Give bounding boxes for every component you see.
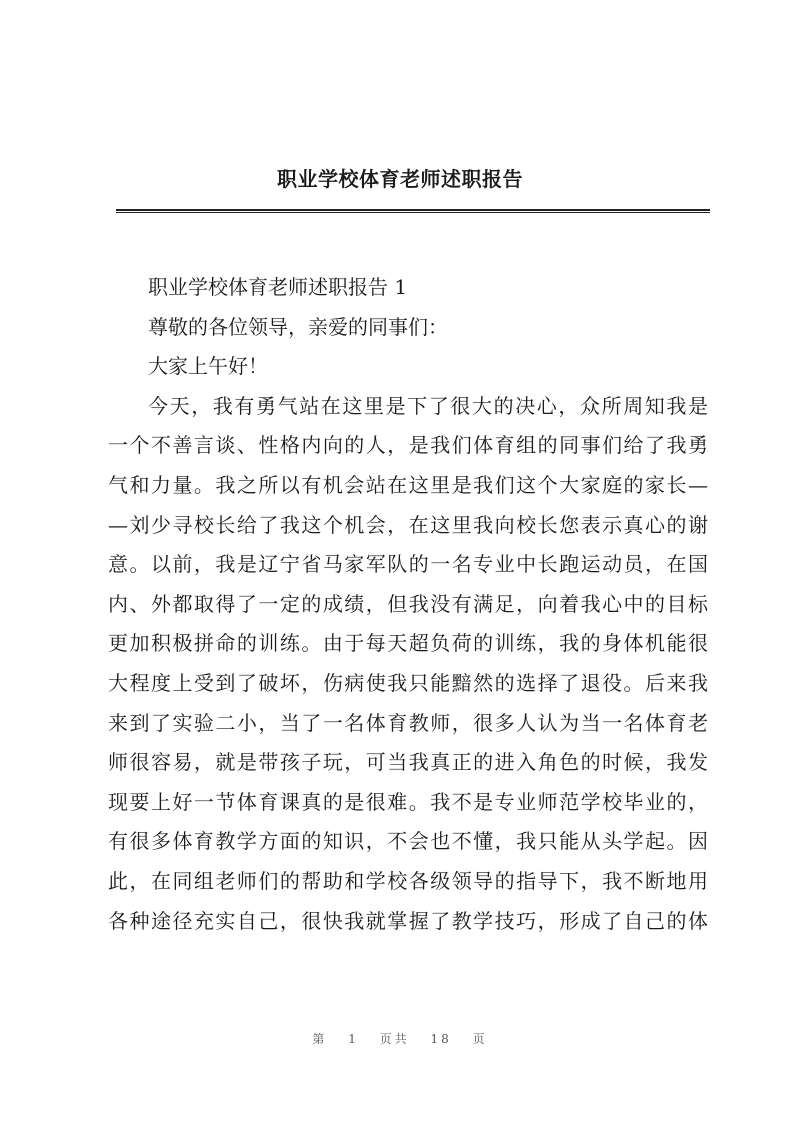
paragraph-line: 职业学校体育老师述职报告 1 (148, 275, 408, 299)
paragraph-line: 大家上午好！ (148, 354, 268, 379)
document-body (108, 268, 708, 941)
paragraph-line: 更加积极拼命的训练。由于每天超负荷的训练，我的身体机能很 (108, 631, 708, 656)
paragraph-line: 尊敬的各位领导，亲爱的同事们： (148, 314, 448, 339)
paragraph-line: —刘少寻校长给了我这个机会，在这里我向校长您表示真心的谢 (108, 512, 708, 537)
page-label-suffix: 页 (472, 1032, 488, 1046)
paragraph-line: 现要上好一节体育课真的是很难。我不是专业师范学校毕业的， (108, 789, 708, 814)
page-footer (0, 1030, 800, 1047)
page-label-mid: 页共 (379, 1032, 410, 1046)
page-number: 1 (348, 1032, 359, 1046)
paragraph-line: 来到了实验二小，当了一名体育教师，很多人认为当一名体育老 (108, 710, 708, 735)
paragraph-line: 此，在同组老师们的帮助和学校各级领导的指导下，我不断地用 (108, 868, 708, 893)
paragraph-line: 气和力量。我之所以有机会站在这里是我们这个大家庭的家长— (108, 472, 708, 497)
title-divider (116, 209, 710, 213)
paragraph-line: 今天，我有勇气站在这里是下了很大的决心，众所周知我是 (148, 393, 708, 418)
paragraph-line: 师很容易，就是带孩子玩，可当我真正的进入角色的时候，我发 (108, 750, 708, 775)
paragraph-line: 内、外都取得了一定的成绩，但我没有满足，向着我心中的目标 (108, 591, 708, 616)
document-title: 职业学校体育老师述职报告 (277, 167, 523, 191)
paragraph-line: 大程度上受到了破坏，伤病使我只能黯然的选择了退役。后来我 (108, 670, 708, 695)
total-pages: 18 (430, 1032, 452, 1046)
paragraph-line: 各种途径充实自己，很快我就掌握了教学技巧，形成了自己的体 (108, 908, 708, 933)
paragraph-line: 意。以前，我是辽宁省马家军队的一名专业中长跑运动员，在国 (108, 552, 708, 577)
paragraph-line: 一个不善言谈、性格内向的人，是我们体育组的同事们给了我勇 (108, 433, 708, 458)
paragraph-line: 有很多体育教学方面的知识，不会也不懂，我只能从头学起。因 (108, 829, 708, 854)
page-label-prefix: 第 (312, 1032, 328, 1046)
